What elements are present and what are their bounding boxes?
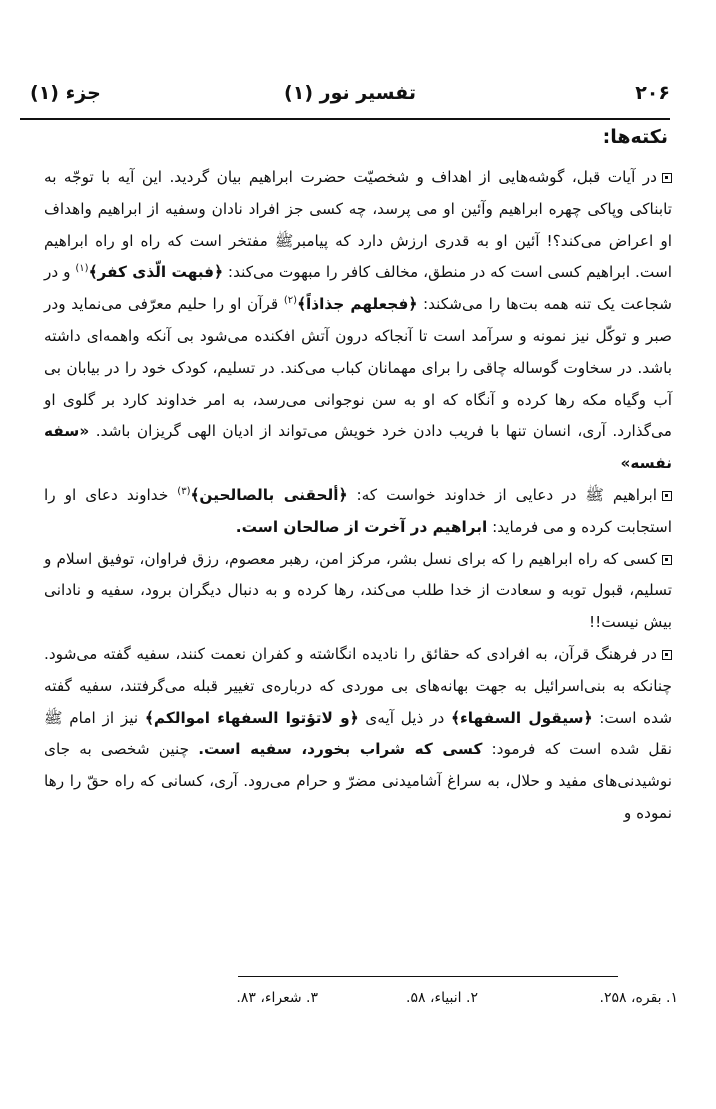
page-header [30, 78, 670, 114]
text-run: و در شجاعت یک تنه همه بت‌ها را می‌شکند: [44, 263, 672, 314]
book-title: تفسیر نور (۱) [284, 82, 416, 104]
footnote-item: ۱. بقره، ۲۵۸. [599, 990, 678, 1006]
quote-text: ﴿فبهت الّذی کفر﴾ [88, 263, 224, 282]
text-run: در ذیل آیه‌ی [358, 708, 451, 727]
bullet-square-icon [662, 173, 672, 183]
text-run: خداوند دعای او را استجابت کرده و می فرماید: [44, 485, 672, 536]
footnote-rule [238, 976, 618, 977]
quote-text: ﴿ألحقنی بالصالحین﴾ [190, 485, 348, 504]
quote-text: ابراهیم در آخرت از صالحان است. [235, 517, 488, 536]
footnotes [140, 990, 678, 1014]
quote-text: «سفه نفسه» [44, 422, 672, 473]
text-run: قرآن او را حلیم معرّفی می‌نماید ودر صبر و توکّل نیز نمونه و سرآمد است تا آنجاکه درون آتش افکنده می‌شود بی آنکه واهمه‌ای داشته باشد. در سخاوت گوساله چاقی را برای مهمانان کباب می‌کند. در تسلیم، کودک خود را در بیابان بی آب وگیاه مکه رها کرده و آنگاه که او به سن نوجوانی می‌رسد، به امر خداوند کارد بر گلوی او می‌گذارد. آری، انسان تنها با فریب دادن خرد خویش می‌تواند از ادیان الهی گریزان باشد. [44, 295, 672, 441]
quote-text: ﴿و لاتؤتوا السفهاء اموالکم﴾ [144, 708, 359, 727]
page-number: ۲۰۶ [635, 82, 670, 104]
header-rule [20, 118, 670, 120]
bullet-square-icon [662, 491, 672, 501]
text-run: مفتخر است که راه او راه ابراهیم است. ابراهیم کسی است که در منطق، مخالف کافر را مبهوت می‌کند: [44, 231, 673, 282]
text-run: ابراهیم [603, 485, 657, 504]
paragraph [44, 544, 672, 639]
body-text [44, 162, 672, 830]
text-run: در دعایی از خداوند خواست که: [347, 485, 586, 504]
text-run: ﷺ [274, 231, 294, 250]
quote-text: ﴿فجعلهم جذاذاً﴾ [297, 295, 418, 314]
bullet-square-icon [662, 555, 672, 565]
footnote-ref: (۱) [75, 263, 89, 275]
quote-text: کسی که شراب بخورد، سفیه است. [198, 740, 483, 759]
text-run: در فرهنگ قرآن، به افرادی که حقائق را نادیده انگاشته و کفران نعمت کنند، سفیه گفته می‌شود. چنانکه به بنی‌اسرائیل به جهت بهانه‌های بی موردی که درباره‌ی تغییر قبله می‌گرفتند، سفیه گفته شده است: [44, 644, 673, 727]
quote-text: ﴿سیقول السفهاء﴾ [450, 708, 593, 727]
paragraph [44, 480, 672, 544]
footnote-item: ۲. انبیاء، ۵۸. [406, 990, 478, 1006]
text-run: در آیات قبل، گوشه‌هایی از اهداف و شخصیّت حضرت ابراهیم بیان گردید. این آیه با توجّه به تابناکی وپاکی چهره ابراهیم وآئین او می پرسد، چه کسی جز افراد نادان وسفیه از ابراهیم واهداف او اعراض می‌کند؟! آئین او به قدری ارزش دارد که پیامبر [44, 168, 672, 250]
bullet-square-icon [662, 650, 672, 660]
part-label: جزء (۱) [30, 82, 101, 104]
text-run: ﷺ [44, 708, 63, 727]
footnote-item: ۳. شعراء، ۸۳. [236, 990, 318, 1006]
paragraph [44, 162, 672, 480]
footnote-ref: (۳) [177, 485, 191, 497]
text-run: کسی که راه ابراهیم را که برای نسل بشر، مرکز امن، رهبر معصوم، رزق فراوان، توفیق اسلام و تسلیم، قبول توبه و سعادت از خدا طلب می‌کند، رها کرده و به دنبال دیگران برود، سفیه و نادانی بیش نیست!! [44, 549, 672, 632]
section-title: نکته‌ها: [602, 126, 668, 148]
text-run: چنین شخصی به جای نوشیدنی‌های مفید و حلال، به سراغ آشامیدنی مضرّ و حرام می‌رود. آری، کسانی که راه حقّ را رها نموده و [44, 740, 672, 822]
paragraph [44, 639, 672, 830]
footnote-ref: (۲) [283, 295, 298, 307]
text-run: نقل شده است که فرمود: [482, 740, 672, 759]
text-run: ﷺ [585, 485, 604, 504]
text-run: نیز از امام [62, 708, 145, 727]
